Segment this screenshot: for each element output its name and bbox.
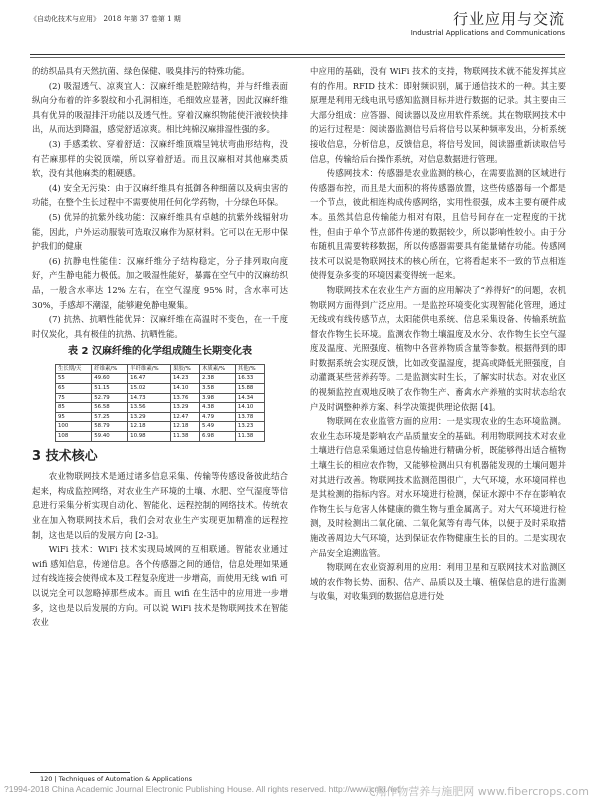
table-cell: 59.40 bbox=[92, 432, 128, 442]
table-cell: 55 bbox=[56, 374, 92, 384]
table-cell: 13.29 bbox=[128, 412, 171, 422]
table-cell: 14.23 bbox=[170, 374, 199, 384]
table-cell: 16.47 bbox=[128, 374, 171, 384]
table-cell: 12.47 bbox=[170, 412, 199, 422]
table-cell: 14.34 bbox=[235, 393, 264, 403]
table-row bbox=[56, 393, 265, 403]
paragraph: 传感网技术：传感器是农业监测的核心，在需要监测的区域进行传感器布控，而且是大面积的将传感器放置，这些传感器每一个都是一个节点，彼此相连构成传感网络，实用性很强，成本主要有硬件成本。虽然其信息传输能力相对有限，且信号间存在一定程度的干扰性，但由于单个节点部件传递的数据较少，所以影响性较小。由于分布随机且需要转移数据，所以传感器需要具有能量储存功能。传感网技术可以说是物联网技术的核心所在，它将看起来不一致的节点相连使得复杂多变的环境因素变得统一起来。 bbox=[310, 168, 566, 281]
page-footer: 120 | Techniques of Automation & Applications bbox=[40, 775, 193, 783]
column-title-cn: 行业应用与交流 bbox=[452, 10, 565, 28]
table-cell: 51.15 bbox=[92, 384, 128, 394]
paragraph: WiFi 技术：WiFi 技术实现局域网的互相联通。智能农业通过 wifi 感知信息，传递信息。各个传感器之间的通信，信息处理如果通过有线连接会使得成本及工程复杂度进一步增高，而使用无线 wifi 可以说完全可以忽略掉那些成本。而且 wifi 在生活中的应用进一步增多，这也是以后发展的方向。可以说 WiFi 技术是物联网技术在智能农业 bbox=[32, 544, 288, 628]
table-row bbox=[56, 432, 265, 442]
table-header-cell: 生长期/天 bbox=[56, 364, 92, 374]
table-cell: 56.58 bbox=[92, 403, 128, 413]
table-cell: 4.38 bbox=[200, 403, 236, 413]
table-cell: 12.18 bbox=[128, 422, 171, 432]
table-header-cell: 半纤维素/% bbox=[128, 364, 171, 374]
paragraph: 中应用的基础，没有 WiFi 技术的支持，物联网技术就不能发挥其应有的作用。RFID 技术：即射频识别，属于通信技术的一种。其主要原理是利用无线电讯号感知监测目标并进行数据的记录。其主要由三大部分组成：应答器、阅读器以及应用软件系统。其在物联网技术中的运行过程是：阅读器监测信号后将信号以某种频率发出，分析系统接收信息，分析信息，反馈信息，将信号发回，阅读器重新读取信号信息，传输给后台操作系统，对信息数据进行管理。 bbox=[310, 66, 566, 164]
table-cell: 14.10 bbox=[170, 384, 199, 394]
table-cell: 52.79 bbox=[92, 393, 128, 403]
table-row bbox=[56, 403, 265, 413]
table-cell: 5.49 bbox=[200, 422, 236, 432]
table-row bbox=[56, 422, 265, 432]
table-caption: 表 2 汉麻纤维的化学组成随生长期变化表 bbox=[68, 346, 252, 358]
copyright-line: ?1994-2018 China Academic Journal Electronic Publishing House. All rights reserved. http://www.cnki.net bbox=[4, 784, 400, 794]
table-cell: 100 bbox=[56, 422, 92, 432]
paragraph: 的纺织品具有天然抗菌、绿色保健、吸臭排污的特殊功能。 bbox=[32, 66, 250, 76]
table-cell: 57.25 bbox=[92, 412, 128, 422]
table-header-cell: 其他/% bbox=[235, 364, 264, 374]
header-rule-thin bbox=[30, 57, 565, 58]
table-cell: 11.38 bbox=[235, 432, 264, 442]
table-cell: 12.18 bbox=[170, 422, 199, 432]
table-cell: 14.73 bbox=[128, 393, 171, 403]
table-cell: 75 bbox=[56, 393, 92, 403]
paragraph: (6) 抗静电性能佳：汉麻纤维分子结构稳定，分子排列取向度好，产生静电能力极低。加之吸湿性能好，暴露在空气中的汉麻纺织品，一般含水率达 12% 左右，在空气湿度 95% 时，含水率可达 30%，手感却不潮湿，能够避免静电聚集。 bbox=[32, 255, 288, 310]
table-cell: 3.58 bbox=[200, 384, 236, 394]
header-rule bbox=[30, 54, 565, 55]
paragraph: 物联网在农业资源利用的应用：利用卫星和互联网技术对监测区域的农作物长势、面积、估产、品质以及土壤、植保信息的进行监测与收集，对收集到的数据信息进行处 bbox=[310, 562, 566, 602]
table-row bbox=[56, 374, 265, 384]
paragraph: (3) 手感柔软、穿着舒适：汉麻纤维顶端呈钝状弯曲形结构，没有芒麻那样的尖锐顶端，所以穿着舒适。而且汉麻相对其他麻类质软，没有其他麻类的粗硬感。 bbox=[32, 138, 288, 179]
table-cell: 13.29 bbox=[170, 403, 199, 413]
table-cell: 15.02 bbox=[128, 384, 171, 394]
table-header-row bbox=[56, 364, 265, 374]
table-cell: 108 bbox=[56, 432, 92, 442]
table-cell: 85 bbox=[56, 403, 92, 413]
table-cell: 95 bbox=[56, 412, 92, 422]
paragraph: (4) 安全无污染：由于汉麻纤维具有抵御各种细菌以及病虫害的功能，在整个生长过程中不需要使用任何化学药物，十分绿色环保。 bbox=[32, 182, 288, 208]
table-cell: 58.79 bbox=[92, 422, 128, 432]
table-header-cell: 果胶/% bbox=[170, 364, 199, 374]
page-header bbox=[30, 8, 565, 52]
paragraph: 农业物联网技术是通过诸多信息采集、传输等传感设备彼此结合起来，构成监控网络，对农业生产环境的土壤、水肥、空气湿度等信息进行采集分析实现自动化、智能化、远程控制的网络技术。传统农业在加入物联网技术后，我们会对农业生产实现更加精准的远程控制，这也是以后的发展方向 [2-3]。 bbox=[32, 471, 288, 540]
table-cell: 11.38 bbox=[170, 432, 199, 442]
paragraph: 物联网技术在农业生产方面的应用解决了“养得好”的问题，农机物联网方面得到广泛应用。一是监控环境变化实现智能化管理，通过无线或有线传感节点，太阳能供电系统、信息采集设备、传输系统监督农作物生长环境。监测农作物土壤温度及水分、农作物生长空气湿度及温度、光照强度、植物中各营养物质含量等参数。根据得到的即时数据系统会实现反馈，比如改变温湿度，提高或降低光照强度，自动灌溉某些营养药等。二是监测实时生长，了解实时状态。对农业区的视频监控直观地反映了农作物生产、畜禽水产养殖的实时状态给农户及时调整种养方案、科学决策提供理论依据 [4]。 bbox=[310, 284, 566, 412]
table-cell: 13.78 bbox=[235, 412, 264, 422]
watermark-text: 飞翔作物营养与施肥网 www.fibercrops.com bbox=[364, 785, 589, 798]
paragraph: (7) 抗热、抗晒性能优异：汉麻纤维在高温时不变色，在一千度时仅炭化，具有极佳的抗热、抗晒性能。 bbox=[32, 314, 288, 339]
table-cell: 6.98 bbox=[200, 432, 236, 442]
journal-info: 《自动化技术与应用》 2018 年第 37 卷第 1 期 bbox=[30, 15, 181, 23]
table-cell: 4.79 bbox=[200, 412, 236, 422]
table-header-cell: 纤维素/% bbox=[92, 364, 128, 374]
paragraph: (2) 吸湿透气、凉爽宜人：汉麻纤维是腔隙结构，并与纤维表面纵向分布着的许多裂纹和小孔洞相连，毛细效应显著，因此汉麻纤维具有优异的吸湿排汗功能以及透气性。穿着汉麻织物能使汗液较快排出，从而达到降温，感觉舒适凉爽。相比纯棉汉麻排湿性强的多。 bbox=[32, 80, 288, 135]
section-heading: 3 技术核心 bbox=[32, 448, 98, 464]
table-cell: 14.10 bbox=[235, 403, 264, 413]
left-column bbox=[32, 64, 288, 630]
table-body bbox=[56, 374, 265, 441]
table-row bbox=[56, 384, 265, 394]
column-title bbox=[411, 8, 565, 37]
right-column bbox=[310, 64, 566, 604]
table-cell: 13.76 bbox=[170, 393, 199, 403]
footer-rule bbox=[30, 772, 130, 773]
table-cell: 10.98 bbox=[128, 432, 171, 442]
table-cell: 15.88 bbox=[235, 384, 264, 394]
table-cell: 13.23 bbox=[235, 422, 264, 432]
table-cell: 16.33 bbox=[235, 374, 264, 384]
table-header-cell: 木质素/% bbox=[200, 364, 236, 374]
composition-table bbox=[55, 364, 265, 442]
table-cell: 13.56 bbox=[128, 403, 171, 413]
column-title-en: Industrial Applications and Communications bbox=[410, 29, 565, 37]
table-cell: 3.98 bbox=[200, 393, 236, 403]
table-cell: 2.38 bbox=[200, 374, 236, 384]
table-cell: 49.60 bbox=[92, 374, 128, 384]
paragraph: (5) 优异的抗紫外线功能：汉麻纤维具有卓越的抗紫外线辐射功能，因此，户外运动服装可选取汉麻作为原材料。它可以在无形中保护我们的健康 bbox=[32, 211, 288, 252]
paragraph: 物联网在农业监管方面的应用：一是实现农业的生态环境监测。农业生态环境是影响农产品质量安全的基础。利用物联网技术对农业土壤进行信息采集通过信息传输进行精确分析，既能够得出适合植物土壤生长的相应农作物，又能够检测出只有机器能发现的土壤问题并对其进行改善。物联网技术监测范围很广，大气环境，水环境同样也是其检测的指标内容。对水环境进行检测，保证水源中不存在影响农作物生长与危害人体健康的微生物与重金属离子。对大气环境进行检测，及时检测出二氧化硫、二氧化氮等有毒气体，以便于及时采取措施改善周边大气环境，达到保证农作物健康生长的目的。二是实现农产品安全追溯监管。 bbox=[310, 416, 566, 558]
table-cell: 65 bbox=[56, 384, 92, 394]
table-row bbox=[56, 412, 265, 422]
